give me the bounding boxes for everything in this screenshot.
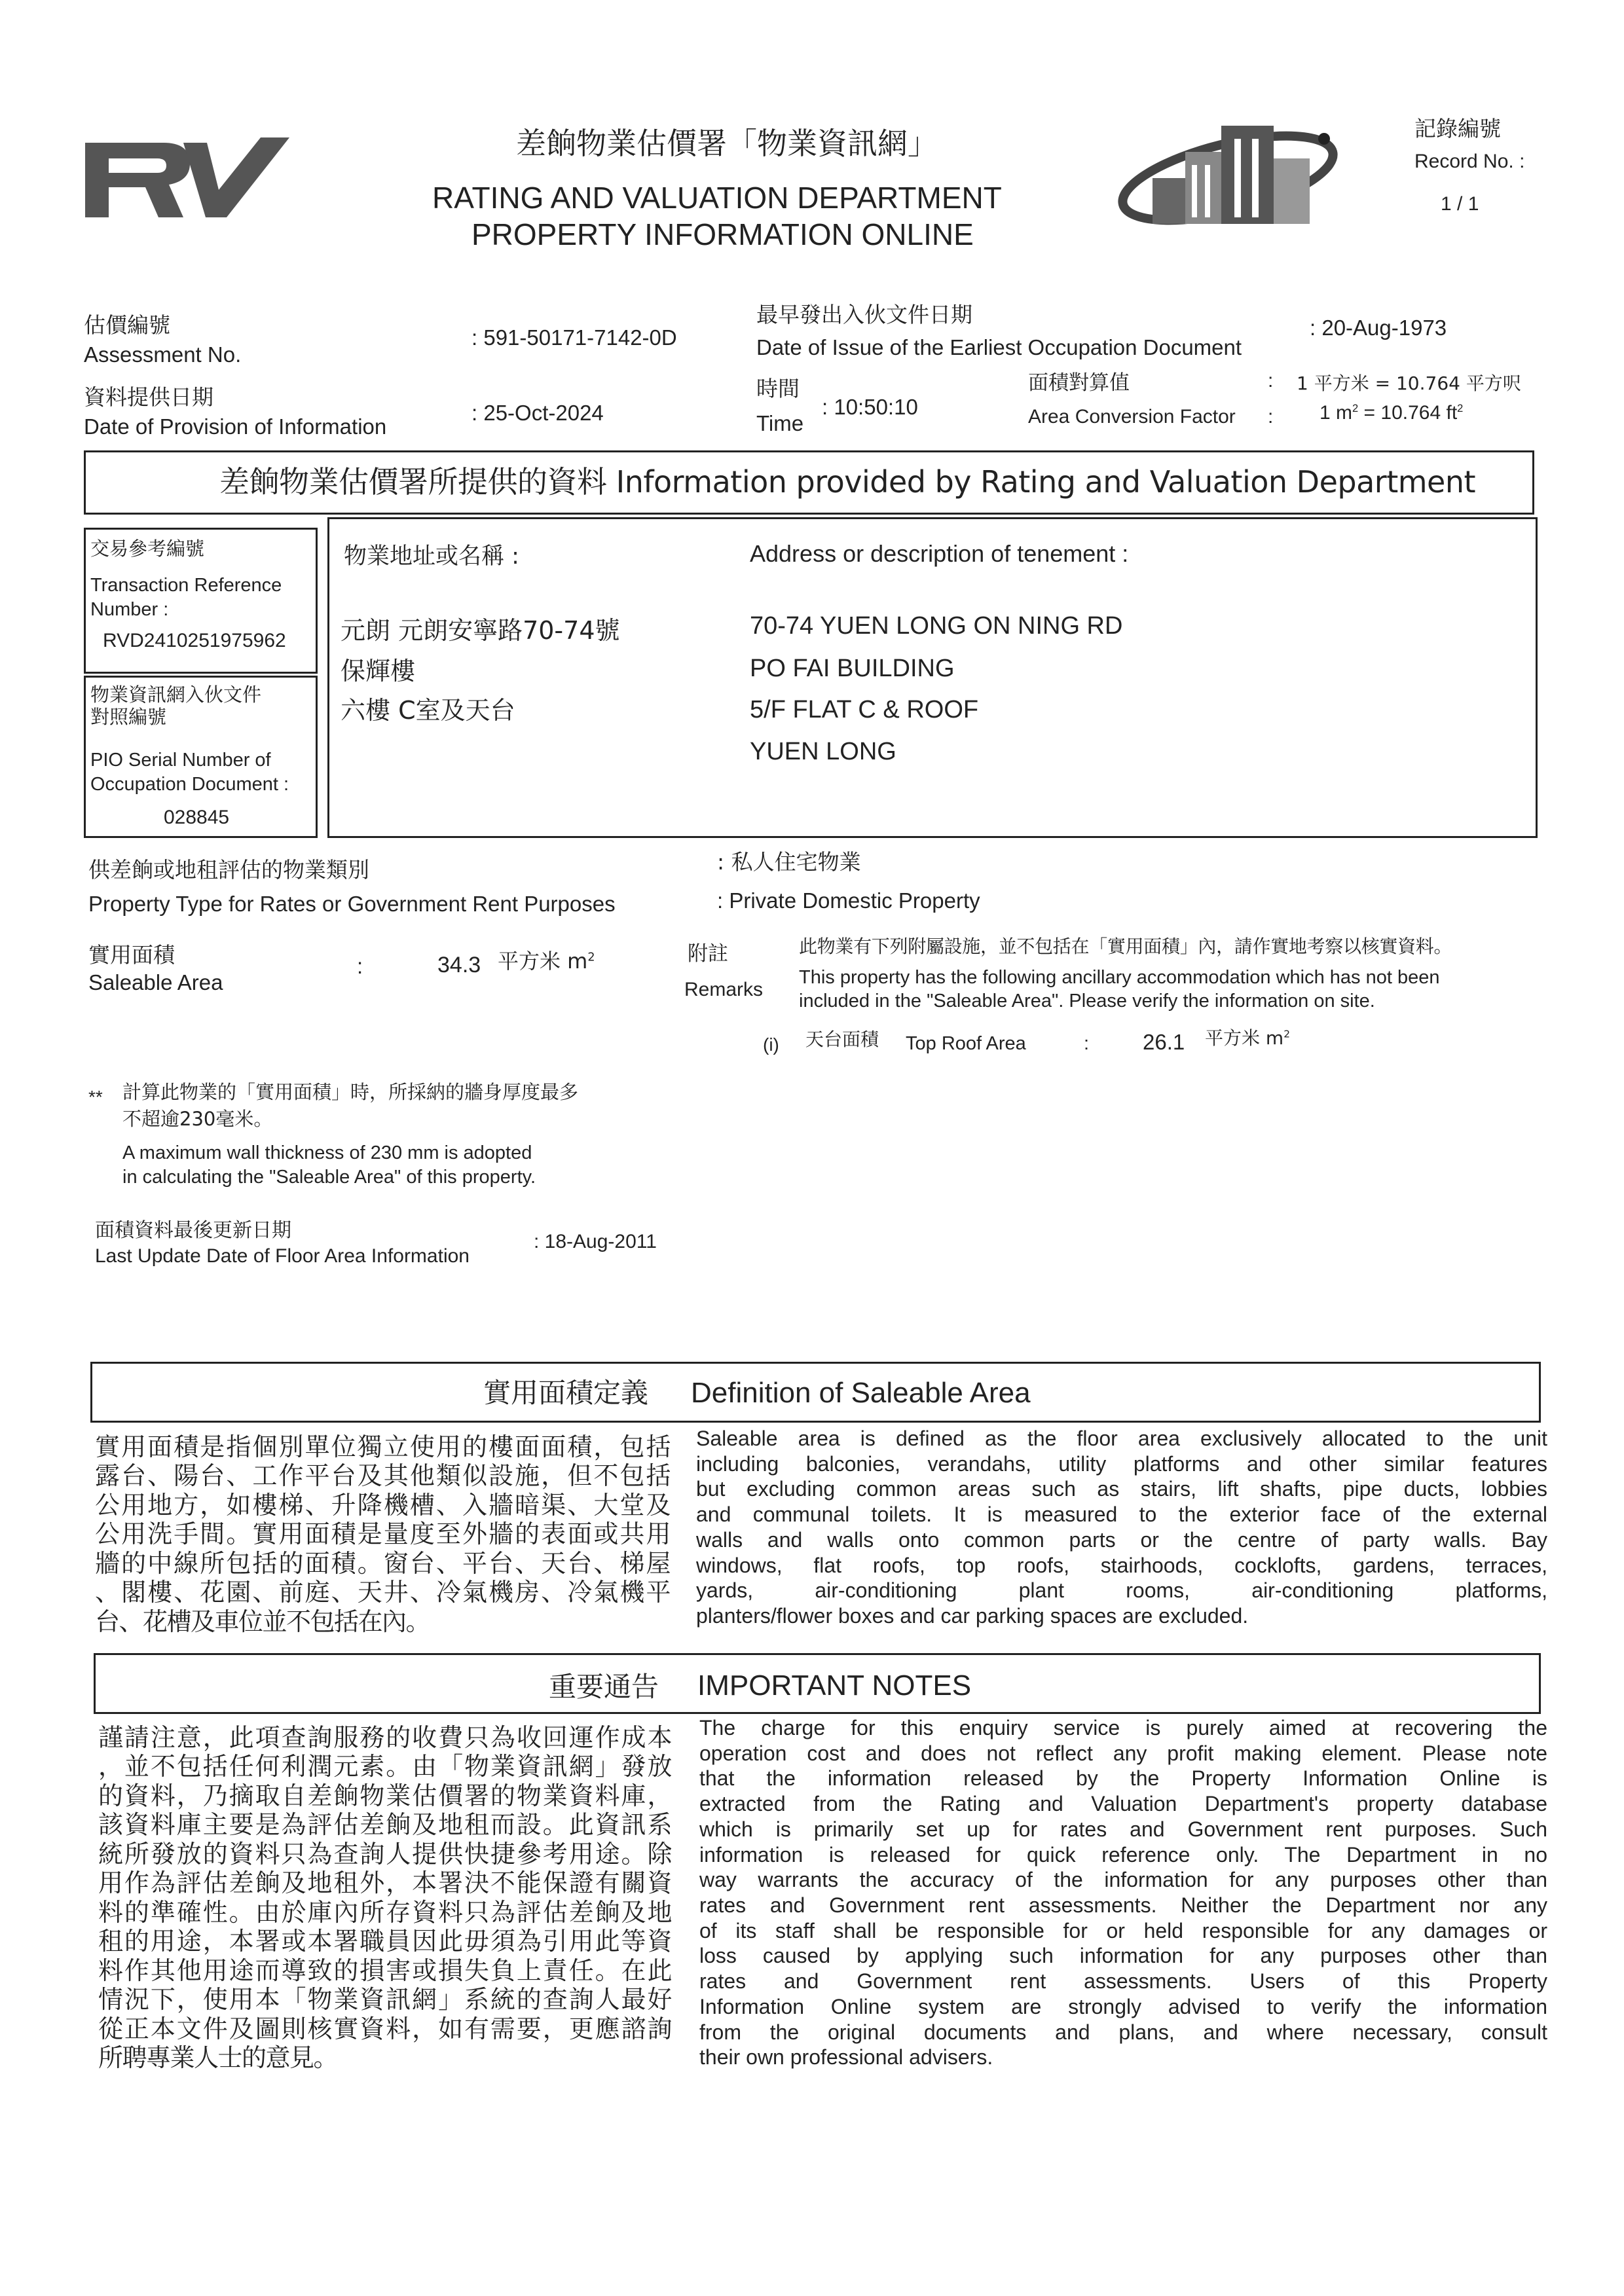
wall-text-en-1: A maximum wall thickness of 230 mm is adopted xyxy=(122,1142,532,1163)
assessment-label-zh: 估價編號 xyxy=(84,312,170,338)
definition-zh-line: 露台、陽台、工作平台及其他類似設施，但不包括 xyxy=(95,1461,670,1491)
definition-heading-en: Definition of Saleable Area xyxy=(691,1377,1031,1409)
conversion-line-2 xyxy=(1320,402,1463,425)
time-value: : 10:50:10 xyxy=(822,395,918,419)
time-label-en: Time xyxy=(756,411,804,435)
saleable-unit-sup: 2 xyxy=(587,951,595,964)
notes-zh-line: 該資料庫主要是為評估差餉及地租而設。此資訊系 xyxy=(98,1810,671,1840)
notes-en-line: of its staff shall be responsible for or held responsible for any damages or xyxy=(699,1918,1547,1942)
update-label-zh: 面積資料最後更新日期 xyxy=(95,1219,291,1242)
pio-label-en-1: PIO Serial Number of xyxy=(90,750,271,771)
property-type-value-en: : Private Domestic Property xyxy=(717,888,980,913)
conversion-ft: = 10.764 ft xyxy=(1358,402,1458,424)
txn-label-en-1: Transaction Reference xyxy=(90,575,282,596)
pio-value: 028845 xyxy=(164,807,230,828)
saleable-value: 34.3 xyxy=(437,953,481,977)
conversion-label-zh: 面積對算值 xyxy=(1028,371,1130,395)
header-title-en-2: PROPERTY INFORMATION ONLINE xyxy=(471,217,974,251)
roof-unit-text: 平方米 m xyxy=(1205,1027,1284,1049)
txn-value: RVD2410251975962 xyxy=(103,630,286,651)
notes-zh-line: 情況下，使用本「物業資訊網」系統的查詢人最好 xyxy=(98,1985,671,2014)
notes-en-line: The charge for this enquiry service is purely aimed at recovering the xyxy=(699,1716,1547,1740)
conversion-line-1: 1 平方米 = 10.764 平方呎 xyxy=(1297,373,1521,394)
assessment-label-en: Assessment No. xyxy=(84,342,242,367)
wall-star: ** xyxy=(88,1087,103,1107)
conversion-ft-sup: 2 xyxy=(1457,403,1464,414)
wall-text-zh-1: 計算此物業的「實用面積」時，所採納的牆身厚度最多 xyxy=(122,1081,579,1103)
notes-en-line: that the information released by the Property Information Online is xyxy=(699,1766,1547,1791)
wall-text-zh-2: 不超逾230毫米。 xyxy=(122,1108,273,1130)
notes-en-line: way warrants the accuracy of the information for any purposes other than xyxy=(699,1868,1547,1892)
address-en-line-4: YUEN LONG xyxy=(750,738,896,765)
address-en-line-2: PO FAI BUILDING xyxy=(750,655,955,682)
definition-en-line: Saleable area is defined as the floor area exclusively allocated to the unit xyxy=(696,1427,1547,1450)
notes-en xyxy=(699,1715,1547,2070)
wall-text-en-2: in calculating the "Saleable Area" of this property. xyxy=(122,1167,536,1188)
property-type-en: Property Type for Rates or Government Rent Purposes xyxy=(88,892,616,916)
notes-en-line: rates and Government rent assessments. Users of this Property xyxy=(699,1969,1547,1994)
remarks-text-zh: 此物業有下列附屬設施，並不包括在「實用面積」內，請作實地考察以核實資料。 xyxy=(799,936,1452,957)
notes-zh-line: 料的準確性。由於庫內所存資料只為評估差餉及地 xyxy=(98,1897,671,1927)
update-label-en: Last Update Date of Floor Area Information xyxy=(95,1245,470,1267)
roof-value: 26.1 xyxy=(1143,1030,1185,1054)
saleable-unit-text: 平方米 m xyxy=(498,949,588,974)
conversion-m-sup: 2 xyxy=(1352,403,1359,414)
notes-zh-line: 用作為評估差餉及地租外，本署決不能保證有關資 xyxy=(98,1868,671,1898)
notes-zh-line: ，並不包括任何利潤元素。由「物業資訊網」發放 xyxy=(98,1752,671,1781)
definition-zh-line: 、閣樓、花園、前庭、天井、冷氣機房、冷氣機平 xyxy=(95,1578,670,1607)
property-type-zh: 供差餉或地租評估的物業類別 xyxy=(88,857,369,883)
roof-label-zh: 天台面積 xyxy=(805,1029,879,1050)
buildings-icon xyxy=(1113,113,1349,230)
remarks-text-en-1: This property has the following ancillary accommodation which has not been xyxy=(799,967,1440,988)
time-label-zh: 時間 xyxy=(756,376,800,401)
notes-en-line: rates and Government rent assessments. Neither the Department nor any xyxy=(699,1893,1547,1918)
address-label-en: Address or description of tenement : xyxy=(750,540,1129,567)
definition-zh xyxy=(95,1432,670,1636)
record-label-zh: 記錄編號 xyxy=(1414,116,1501,141)
occupation-label-en: Date of Issue of the Earliest Occupation Document xyxy=(756,335,1242,359)
conversion-colon-2: : xyxy=(1268,406,1274,428)
txn-label-en-2: Number : xyxy=(90,599,169,620)
header-title-en-1: RATING AND VALUATION DEPARTMENT xyxy=(432,181,1002,215)
saleable-unit xyxy=(498,949,595,974)
definition-heading-zh: 實用面積定義 xyxy=(483,1377,649,1409)
occupation-label-zh: 最早發出入伙文件日期 xyxy=(756,302,972,327)
conversion-m: 1 m xyxy=(1320,402,1353,424)
conversion-label-en: Area Conversion Factor xyxy=(1028,406,1236,428)
provision-label-en: Date of Provision of Information xyxy=(84,414,387,439)
roof-index: (i) xyxy=(763,1034,779,1055)
notes-zh-line: 統所發放的資料只為查詢人提供快捷參考用途。除 xyxy=(98,1839,671,1868)
saleable-colon: : xyxy=(357,954,363,978)
notes-en-line: from the original documents and plans, and where necessary, consult xyxy=(699,2020,1547,2044)
header-title-zh: 差餉物業估價署「物業資訊網」 xyxy=(516,126,938,161)
definition-en-line: and communal toilets. It is measured to the exterior face of the external xyxy=(696,1503,1547,1527)
definition-zh-line: 實用面積是指個別單位獨立使用的樓面面積，包括 xyxy=(95,1432,670,1461)
record-value: 1 / 1 xyxy=(1441,193,1479,215)
pio-label-en-2: Occupation Document : xyxy=(90,774,289,795)
definition-en-line: planters/flower boxes and car parking spaces are excluded. xyxy=(696,1604,1249,1628)
occupation-value: : 20-Aug-1973 xyxy=(1310,316,1447,340)
notes-en-line: extracted from the Rating and Valuation Department's property database xyxy=(699,1792,1547,1816)
roof-label-en: Top Roof Area xyxy=(906,1033,1026,1054)
notes-en-line: Information Online system are strongly advised to verify the information xyxy=(699,1994,1547,2018)
notes-heading-en: IMPORTANT NOTES xyxy=(697,1669,972,1702)
definition-en-line: including balconies, verandahs, utility platforms and other similar features xyxy=(696,1451,1547,1476)
notes-heading-zh: 重要通告 xyxy=(549,1671,659,1703)
roof-unit-sup: 2 xyxy=(1283,1028,1290,1040)
saleable-label-en: Saleable Area xyxy=(88,970,223,994)
notes-zh-line: 料作其他用途而導致的損害或損失負上責任。在此 xyxy=(98,1956,671,1985)
record-label-en: Record No. : xyxy=(1414,151,1525,172)
pio-label-zh-1: 物業資訊網入伙文件 xyxy=(90,683,262,706)
address-zh-line-1: 元朗 元朗安寧路70-74號 xyxy=(341,616,620,645)
address-label-zh: 物業地址或名稱 : xyxy=(344,543,519,570)
notes-en-line: information is released for quick reference only. The Department in no xyxy=(699,1842,1547,1867)
notes-zh-line: 謹請注意，此項查詢服務的收費只為收回運作成本 xyxy=(98,1723,671,1752)
address-zh-line-3: 六樓 C室及天台 xyxy=(341,696,515,725)
conversion-colon-1: : xyxy=(1268,370,1274,392)
assessment-value: : 591-50171-7142-0D xyxy=(471,325,677,350)
definition-en-line: yards, air-conditioning plant rooms, air-conditioning platforms, xyxy=(696,1578,1547,1603)
property-type-value-zh: : 私人住宅物業 xyxy=(717,849,861,875)
info-heading: 差餉物業估價署所提供的資料 Information provided by Rating and Valuation Department xyxy=(219,464,1476,500)
remarks-text-en-2: included in the "Saleable Area". Please verify the information on site. xyxy=(799,991,1375,1011)
provision-value: : 25-Oct-2024 xyxy=(471,401,604,425)
notes-zh-line: 所聘專業人士的意見。 xyxy=(98,2043,338,2072)
definition-en-line: walls and walls onto common parts or the centre of party walls. Bay xyxy=(696,1527,1547,1552)
roof-unit xyxy=(1205,1028,1290,1049)
address-en-line-1: 70-74 YUEN LONG ON NING RD xyxy=(750,612,1123,640)
definition-zh-line: 公用地方，如樓梯、升降機槽、入牆暗渠、大堂及 xyxy=(95,1490,670,1520)
rv-logo xyxy=(85,137,295,223)
notes-zh-line: 的資料，乃摘取自差餉物業估價署的物業資料庫， xyxy=(98,1781,671,1810)
notes-zh-line: 租的用途，本署或本署職員因此毋須為引用此等資 xyxy=(98,1927,671,1956)
remarks-label-en: Remarks xyxy=(684,979,764,1000)
notes-zh-line: 從正本文件及圖則核實資料，如有需要，更應諮詢 xyxy=(98,2014,671,2043)
roof-colon: : xyxy=(1084,1033,1090,1054)
address-zh-line-2: 保輝樓 xyxy=(341,657,416,685)
notes-en-line: operation cost and does not reflect any profit making element. Please note xyxy=(699,1741,1547,1765)
pio-label-zh-2: 對照編號 xyxy=(90,706,167,728)
remarks-label-zh: 附註 xyxy=(688,942,728,966)
definition-en xyxy=(696,1426,1547,1629)
notes-en-line: which is primarily set up for rates and Government rent purposes. Such xyxy=(699,1817,1547,1841)
provision-label-zh: 資料提供日期 xyxy=(84,384,213,410)
definition-zh-line: 台、花槽及車位並不包括在內。 xyxy=(95,1607,430,1636)
rv-logo-icon xyxy=(85,137,295,223)
definition-zh-line: 公用洗手間。實用面積是量度至外牆的表面或共用 xyxy=(95,1520,670,1549)
definition-zh-line: 牆的中線所包括的面積。窗台、平台、天台、梯屋 xyxy=(95,1548,670,1578)
notes-en-line: loss caused by applying such information for any purposes other than xyxy=(699,1944,1547,1968)
pio-logo xyxy=(1113,113,1349,230)
definition-en-line: windows, flat roofs, top roofs, stairhoods, cocklofts, gardens, terraces, xyxy=(696,1553,1547,1577)
notes-en-line: their own professional advisers. xyxy=(699,2045,993,2069)
update-value: : 18-Aug-2011 xyxy=(534,1231,657,1252)
notes-zh xyxy=(98,1723,671,2072)
definition-en-line: but excluding common areas such as stairs, lift shafts, pipe ducts, lobbies xyxy=(696,1477,1547,1501)
address-en-line-3: 5/F FLAT C & ROOF xyxy=(750,696,979,723)
saleable-label-zh: 實用面積 xyxy=(88,942,175,968)
txn-label-zh: 交易參考編號 xyxy=(90,538,205,560)
